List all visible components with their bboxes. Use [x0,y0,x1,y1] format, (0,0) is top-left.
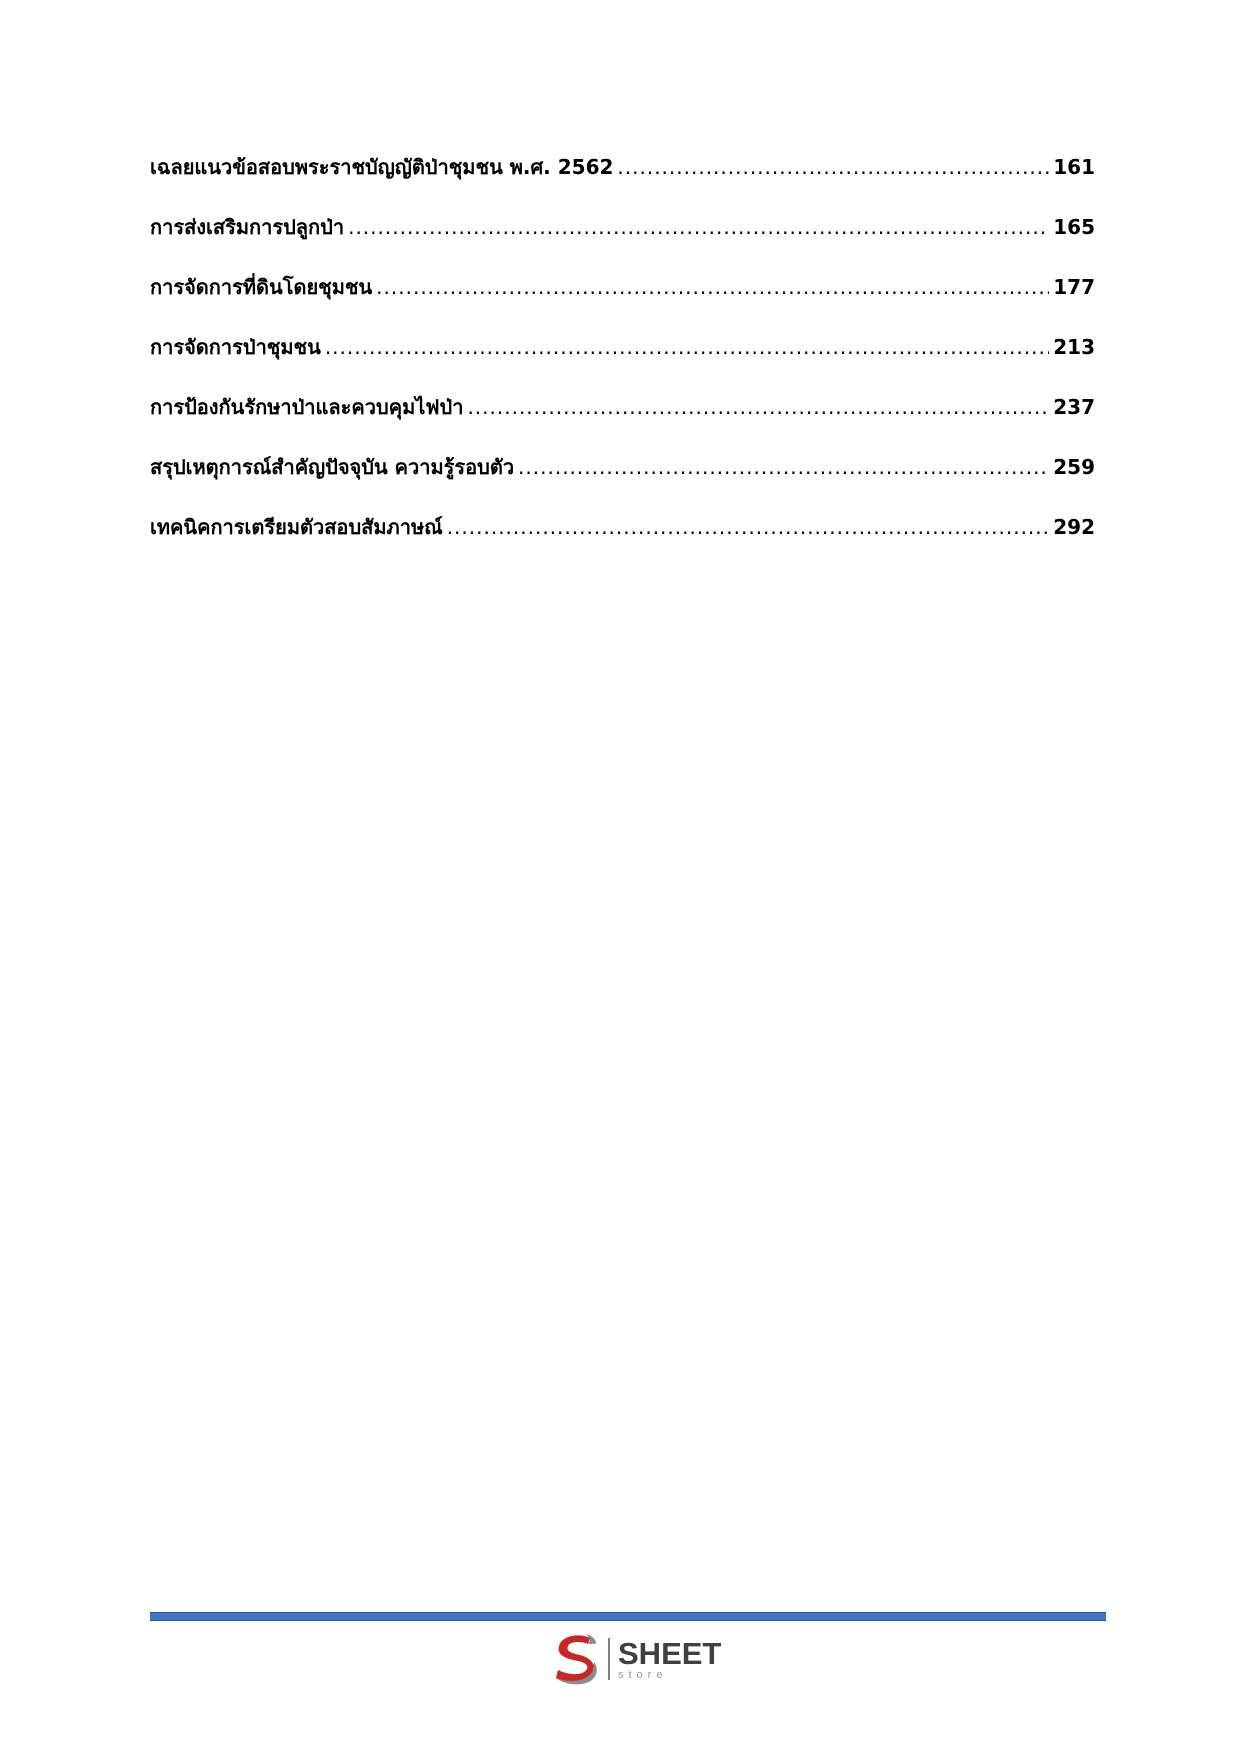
logo-main-text: SHEET [618,1635,722,1671]
toc-entry-title: การจัดการที่ดินโดยชุมชน [150,275,373,299]
toc-entry[interactable] [150,392,1095,452]
toc-entry-title: สรุปเหตุการณ์สำคัญปัจจุบัน ความรู้รอบตัว [150,455,515,479]
toc-leader-dots [325,332,1049,362]
sheet-store-logo [550,1632,721,1686]
toc-leader-dots [617,152,1049,182]
table-of-contents [150,152,1095,572]
toc-leader-dots [467,392,1049,422]
toc-entry-title: การจัดการป่าชุมชน [150,335,321,359]
toc-entry-title: การส่งเสริมการปลูกป่า [150,215,345,239]
toc-entry[interactable] [150,452,1095,512]
logo-wordmark [618,1635,722,1681]
toc-entry-page: 177 [1053,275,1095,299]
logo-sub-text: store [618,1668,668,1681]
toc-entry-title: การป้องกันรักษาป่าและควบคุมไฟป่า [150,395,464,419]
toc-entry[interactable] [150,212,1095,272]
toc-entry-page: 165 [1053,215,1095,239]
logo-separator [608,1638,610,1680]
toc-leader-dots [518,452,1049,482]
toc-entry[interactable] [150,332,1095,392]
toc-entry-title: เฉลยแนวข้อสอบพระราชบัญญัติป่าชุมชน พ.ศ. 2562 [150,155,614,179]
toc-entry[interactable] [150,512,1095,572]
toc-entry-title: เทคนิคการเตรียมตัวสอบสัมภาษณ์ [150,515,443,539]
toc-entry-page: 161 [1053,155,1095,179]
toc-leader-dots [348,212,1049,242]
toc-entry-page: 292 [1053,515,1095,539]
toc-leader-dots [447,512,1050,542]
toc-entry-page: 213 [1053,335,1095,359]
toc-entry-page: 259 [1053,455,1095,479]
toc-entry[interactable] [150,272,1095,332]
sheet-store-s-logo-icon [550,1632,602,1686]
toc-leader-dots [376,272,1049,302]
toc-entry-page: 237 [1053,395,1095,419]
toc-entry[interactable] [150,152,1095,212]
footer-rule [150,1612,1106,1621]
